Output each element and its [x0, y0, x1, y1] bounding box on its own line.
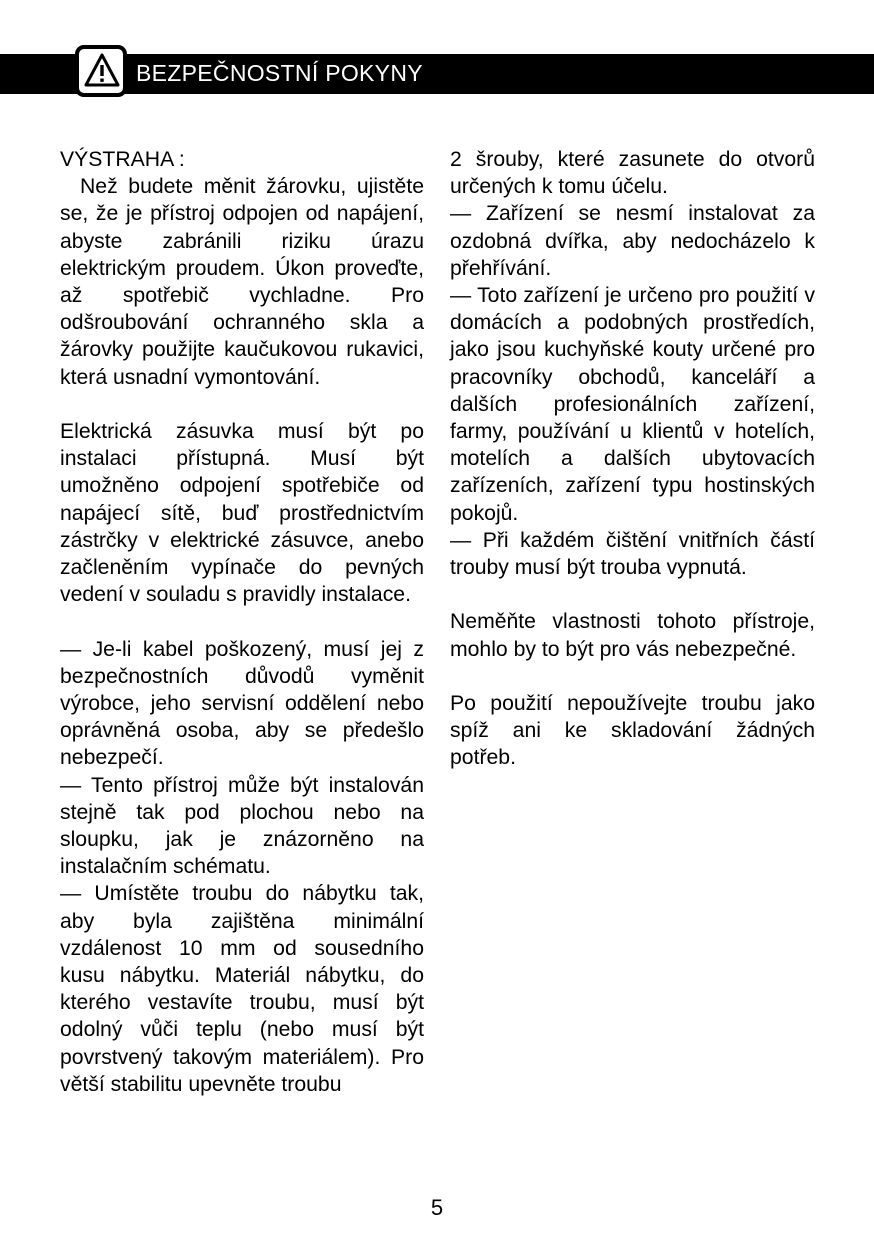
- warning-label: VÝSTRAHA :: [60, 148, 185, 171]
- warning-triangle-icon: [83, 52, 121, 90]
- paragraph-domestic-use: — Toto zařízení je určeno pro použití v domácích a podobných prostředích, jako jsou kuchyňské kouty určené pro pracovníky obchodů, kanceláří a dalších profesionálních zařízení, farmy, používání u klientů v hotelích, motelích a dalších ubytovacích zařízeních, zařízení typu hostinských pokojů.: [450, 284, 815, 525]
- paragraph-decorative-door: — Zařízení se nesmí instalovat za ozdobná dvířka, aby nedocházelo k přehřívání.: [450, 202, 815, 280]
- right-column: [450, 146, 815, 772]
- paragraph-installation-position: — Tento přístroj může být instalován stejně tak pod plochou nebo na sloupku, jak je znázorněno na instalačním schématu.: [60, 773, 424, 879]
- left-column: [60, 146, 424, 1098]
- paragraph-electrical-socket: Elektrická zásuvka musí být po instalaci přístupná. Musí být umožněno odpojení spotřebiče od napájecí sítě, buď prostřednictvím zástrčky v elektrické zásuvce, anebo začleněním vypínače do pevných vedení v souladu s pravidly instalace.: [60, 420, 424, 607]
- paragraph-bulb-replacement: Než budete měnit žárovku, ujistěte se, že je přístroj odpojen od napájení, abyste zabránili riziku úrazu elektrickým proudem. Úkon proveďte, až spotřebič vychladne. Pro odšroubování ochranného skla a žárovky použijte kaučukovou rukavici, která usnadní vymontování.: [60, 175, 424, 389]
- section-title: BEZPEČNOSTNÍ POKYNY: [136, 60, 423, 86]
- paragraph-furniture-placement: — Umístěte troubu do nábytku tak, aby byla zajištěna minimální vzdálenost 10 mm od sousedního kusu nábytku. Materiál nábytku, do kterého vestavíte troubu, musí být odolný vůči teplu (nebo musí být povrstvený takovým materiálem). Pro větší stabilitu upevněte troubu: [60, 882, 424, 1096]
- paragraph-screws: 2 šrouby, které zasunete do otvorů určených k tomu účelu.: [450, 148, 815, 199]
- warning-icon-box: [75, 45, 127, 97]
- paragraph-cleaning: — Při každém čištění vnitřních částí trouby musí být trouba vypnutá.: [450, 528, 815, 580]
- paragraph-no-storage: Po použití nepoužívejte troubu jako spíž ani ke skladování žádných potřeb.: [450, 692, 815, 770]
- header-bar: [0, 54, 874, 94]
- paragraph-damaged-cable: — Je-li kabel poškozený, musí jej z bezpečnostních důvodů vyměnit výrobce, jeho servisní oddělení nebo oprávněná osoba, aby se předešlo nebezpečí.: [60, 637, 424, 770]
- page-number: 5: [430, 1195, 444, 1220]
- paragraph-no-modifications: Neměňte vlastnosti tohoto přístroje, mohlo by to být pro vás nebezpečné.: [450, 610, 815, 661]
